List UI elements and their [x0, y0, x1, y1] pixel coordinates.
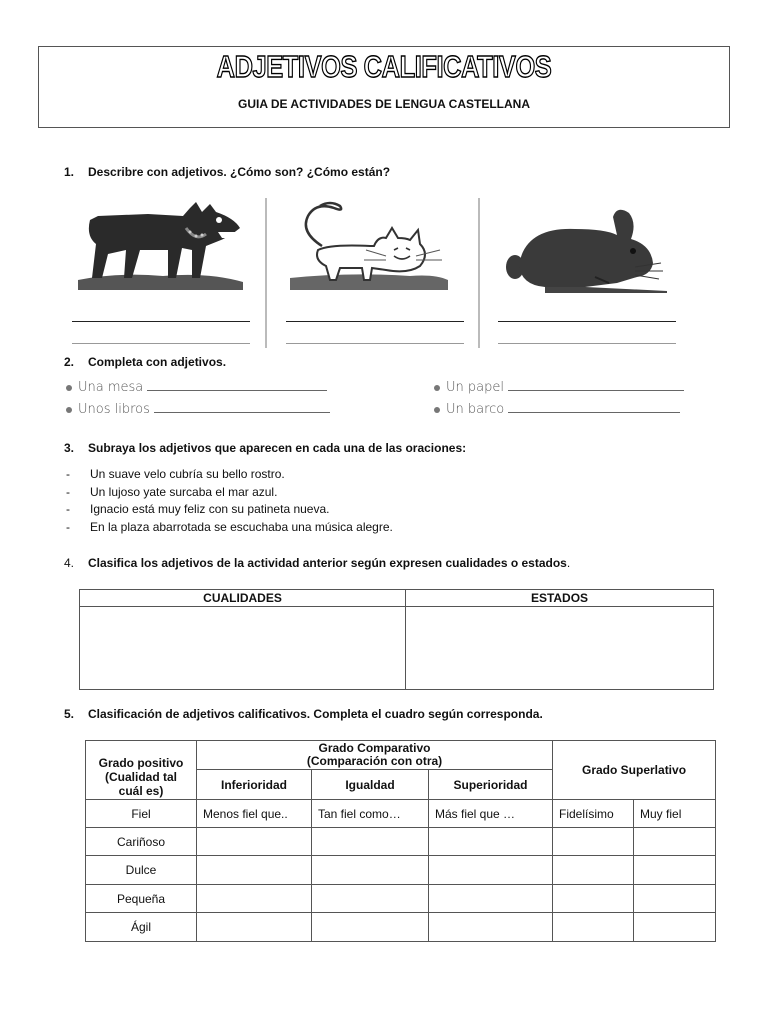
question-2: 2. Completa con adjetivos. — [64, 355, 227, 369]
igualdad-cell[interactable] — [312, 913, 429, 942]
column-divider — [265, 198, 267, 348]
inferioridad-cell[interactable] — [197, 828, 312, 856]
positive-cell: Ágil — [86, 913, 197, 942]
table-row — [86, 828, 716, 856]
answer-line[interactable] — [286, 321, 464, 322]
positive-cell: Cariñoso — [86, 828, 197, 856]
estados-cell[interactable] — [406, 607, 714, 690]
sentence[interactable]: - Un suave velo cubría su bello rostro. — [62, 466, 393, 484]
bullet-icon — [66, 385, 72, 391]
superlativo-cell[interactable] — [553, 828, 634, 856]
inferioridad-cell[interactable] — [197, 885, 312, 913]
positive-cell: Dulce — [86, 856, 197, 885]
table-row — [86, 913, 716, 942]
inferioridad-cell[interactable]: Menos fiel que.. — [197, 800, 312, 828]
fill-item[interactable]: Unos libros — [66, 402, 330, 417]
igualdad-cell[interactable] — [312, 885, 429, 913]
header-inferioridad: Inferioridad — [197, 770, 312, 800]
column-divider — [478, 198, 480, 348]
question-1: 1. Describre con adjetivos. ¿Cómo son? ¿Cómo están? — [64, 165, 391, 179]
question-3: 3. Subraya los adjetivos que aparecen en cada una de las oraciones: — [64, 441, 467, 455]
fill-item[interactable]: Un papel — [434, 380, 684, 395]
superlativo-cell[interactable] — [553, 885, 634, 913]
superlativo-cell[interactable] — [553, 856, 634, 885]
sentence[interactable]: - Un lujoso yate surcaba el mar azul. — [62, 484, 393, 502]
header-superioridad: Superioridad — [429, 770, 553, 800]
bullet-icon — [434, 407, 440, 413]
sentence[interactable]: - Ignacio está muy feliz con su patineta nueva. — [62, 501, 393, 519]
header-igualdad: Igualdad — [312, 770, 429, 800]
answer-line[interactable] — [498, 321, 676, 322]
answer-line[interactable] — [72, 343, 250, 344]
superioridad-cell[interactable] — [429, 856, 553, 885]
fill-item[interactable]: Un barco — [434, 402, 680, 417]
inferioridad-cell[interactable] — [197, 913, 312, 942]
igualdad-cell[interactable] — [312, 856, 429, 885]
column-header-estados: ESTADOS — [406, 590, 714, 607]
positive-cell: Pequeña — [86, 885, 197, 913]
igualdad-cell[interactable]: Tan fiel como… — [312, 800, 429, 828]
sentence-list — [62, 466, 393, 536]
superlativo-cell[interactable]: Fidelísimo — [553, 800, 634, 828]
superlativo-cell[interactable] — [634, 885, 716, 913]
page-subtitle: GUIA DE ACTIVIDADES DE LENGUA CASTELLANA — [237, 97, 530, 111]
header-box — [38, 46, 730, 128]
cualidades-cell[interactable] — [80, 607, 406, 690]
superlativo-cell[interactable] — [634, 913, 716, 942]
sentence[interactable]: - En la plaza abarrotada se escuchaba una música alegre. — [62, 519, 393, 537]
adjective-grade-table — [85, 740, 716, 942]
superlativo-cell[interactable] — [553, 913, 634, 942]
bullet-icon — [66, 407, 72, 413]
inferioridad-cell[interactable] — [197, 856, 312, 885]
superioridad-cell[interactable] — [429, 885, 553, 913]
igualdad-cell[interactable] — [312, 828, 429, 856]
header-grado-superlativo: Grado Superlativo — [553, 741, 716, 800]
superlativo-cell[interactable]: Muy fiel — [634, 800, 716, 828]
table-row — [86, 885, 716, 913]
table-row — [86, 800, 716, 828]
header-grado-positivo: Grado positivo (Cualidad tal cuál es) — [86, 741, 197, 800]
question-4: 4. Clasifica los adjetivos de la actividad anterior según expresen cualidades o estados. — [64, 556, 571, 570]
table-row — [86, 856, 716, 885]
fill-item[interactable]: Una mesa — [66, 380, 327, 395]
rabbit-illustration — [505, 205, 667, 293]
column-header-cualidades: CUALIDADES — [80, 590, 406, 607]
question-5: 5. Clasificación de adjetivos calificativos. Completa el cuadro según corresponda. — [64, 707, 543, 721]
superlativo-cell[interactable] — [634, 856, 716, 885]
answer-line[interactable] — [498, 343, 676, 344]
angry-dog-illustration — [78, 198, 248, 290]
positive-cell: Fiel — [86, 800, 197, 828]
header-grado-comparativo: Grado Comparativo (Comparación con otra) — [197, 741, 553, 770]
superioridad-cell[interactable] — [429, 913, 553, 942]
page-title: ADJETIVOS CALIFICATIVOS — [216, 49, 552, 84]
smiling-cat-illustration — [290, 198, 450, 290]
classification-table — [79, 589, 714, 690]
answer-line[interactable] — [72, 321, 250, 322]
superlativo-cell[interactable] — [634, 828, 716, 856]
answer-line[interactable] — [286, 343, 464, 344]
superioridad-cell[interactable] — [429, 828, 553, 856]
superioridad-cell[interactable]: Más fiel que … — [429, 800, 553, 828]
bullet-icon — [434, 385, 440, 391]
